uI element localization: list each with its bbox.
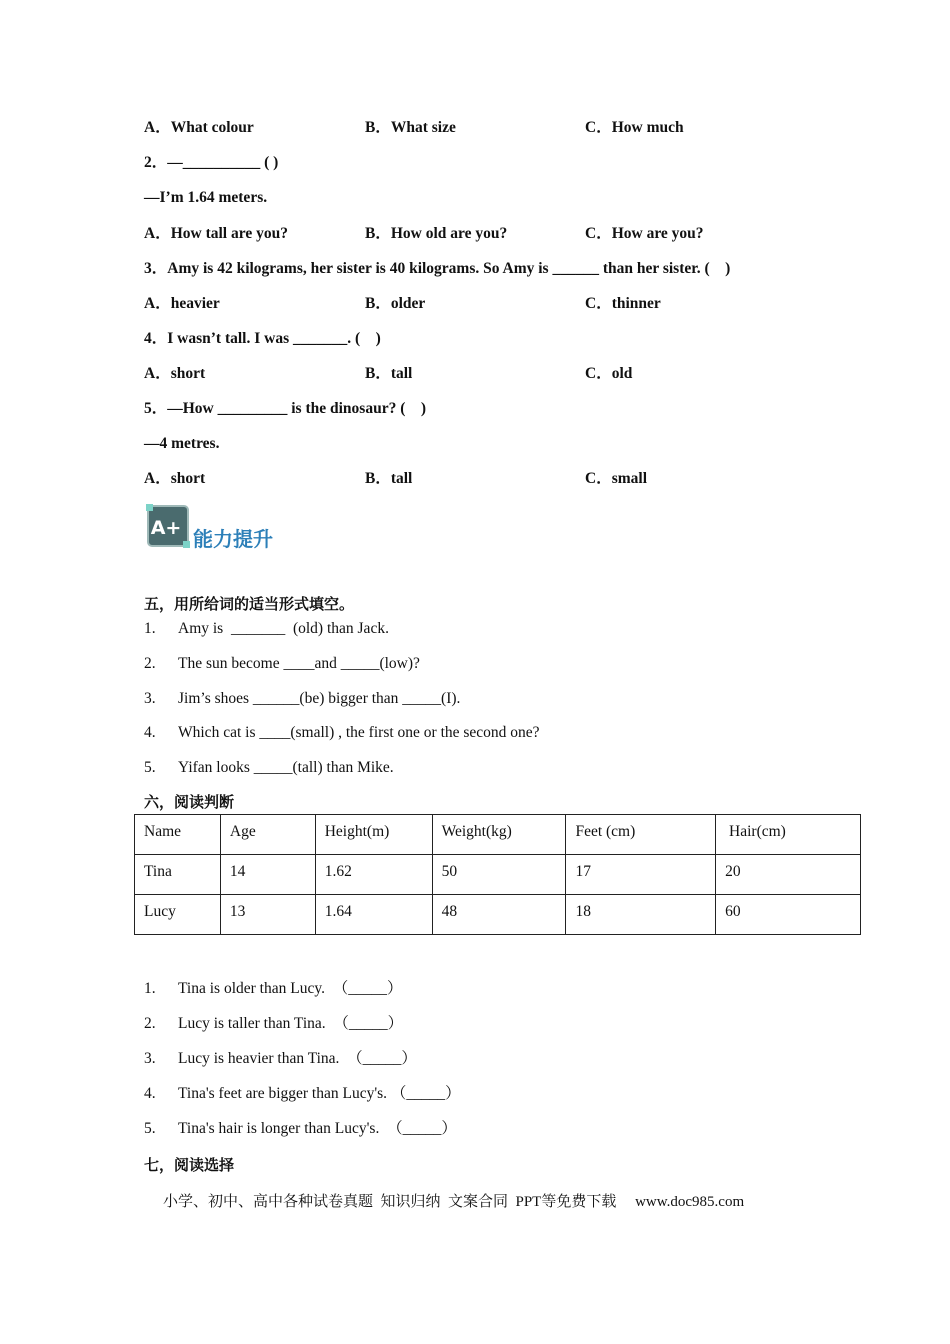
table-cell: 60 [716, 895, 861, 935]
q4-stem: 4．I wasn’t tall. I was _______. ( ) [144, 330, 381, 347]
q5-stem: 5．—How _________ is the dinosaur? ( ) [144, 400, 427, 417]
s5-item-3-text: Jim’s shoes ______(be) bigger than _____(I). [178, 690, 461, 707]
q1-option-b: B．What size [365, 119, 456, 136]
table-cell: 48 [432, 895, 566, 935]
q5-option-a: A．short [144, 470, 206, 487]
s5-item-4-text: Which cat is ____(small) , the first one or the second one? [178, 724, 540, 741]
table-cell: 13 [220, 895, 315, 935]
table-cell: 50 [432, 855, 566, 895]
table-cell: 20 [716, 855, 861, 895]
s6-item-1-text: Tina is older than Lucy. （_____） [178, 980, 403, 997]
s5-item-1-text: Amy is _______ (old) than Jack. [178, 620, 389, 637]
section6-title: 六，阅读判断 [144, 793, 235, 811]
s5-item-5-num: 5. [144, 759, 156, 776]
ability-badge-icon [146, 504, 190, 548]
section5-title: 五，用所给词的适当形式填空。 [144, 595, 355, 613]
s6-item-4-num: 4. [144, 1085, 156, 1102]
table-cell: Tina [135, 855, 221, 895]
q4-option-a: A．short [144, 365, 206, 382]
table-cell: Lucy [135, 895, 221, 935]
q2-option-c: C．How are you? [585, 225, 704, 242]
q2-option-b: B．How old are you? [365, 225, 508, 242]
s5-item-2-text: The sun become ____and _____(low)? [178, 655, 420, 672]
table-header-cell: Height(m) [315, 815, 432, 855]
q3-option-a: A．heavier [144, 295, 220, 312]
table-cell: 14 [220, 855, 315, 895]
table-header-cell: Name [135, 815, 221, 855]
info-table [134, 814, 861, 935]
s5-item-2-num: 2. [144, 655, 156, 672]
s6-item-3-text: Lucy is heavier than Tina. （_____） [178, 1050, 417, 1067]
table-row [135, 895, 861, 935]
table-header-cell: Weight(kg) [432, 815, 566, 855]
table-cell: 17 [566, 855, 716, 895]
table-header-cell: Age [220, 815, 315, 855]
table-header-cell: Hair(cm) [716, 815, 861, 855]
table-cell: 18 [566, 895, 716, 935]
q1-option-a: A．What colour [144, 119, 254, 136]
q2-option-a: A．How tall are you? [144, 225, 288, 242]
q3-option-b: B．older [365, 295, 426, 312]
badge-letter: A+ [150, 517, 182, 539]
q5-answer-line: —4 metres. [144, 435, 220, 452]
q4-option-b: B．tall [365, 365, 413, 382]
page-footer: 小学、初中、高中各种试卷真题 知识归纳 文案合同 PPT等免费下载 www.doc985.com [163, 1194, 745, 1210]
q3-stem: 3．Amy is 42 kilograms, her sister is 40 kilograms. So Amy is ______ than her sister. ( ) [144, 260, 731, 277]
s6-item-4-text: Tina's feet are bigger than Lucy's. （_____） [178, 1085, 461, 1102]
q1-option-c: C．How much [585, 119, 684, 136]
s5-item-4-num: 4. [144, 724, 156, 741]
table-cell: 1.62 [315, 855, 432, 895]
s5-item-5-text: Yifan looks _____(tall) than Mike. [178, 759, 394, 776]
table-row [135, 855, 861, 895]
s6-item-5-num: 5. [144, 1120, 156, 1137]
table-cell: 1.64 [315, 895, 432, 935]
table-header-row [135, 815, 861, 855]
s6-item-2-num: 2. [144, 1015, 156, 1032]
section-badge-title: 能力提升 [193, 527, 273, 551]
s5-item-1-num: 1. [144, 620, 156, 637]
section7-title: 七，阅读选择 [144, 1156, 235, 1174]
table-header-cell: Feet (cm) [566, 815, 716, 855]
q3-option-c: C．thinner [585, 295, 661, 312]
q2-stem: 2．—__________ ( ) [144, 154, 279, 171]
q5-option-b: B．tall [365, 470, 413, 487]
q2-answer-line: —I’m 1.64 meters. [144, 189, 268, 206]
s5-item-3-num: 3. [144, 690, 156, 707]
s6-item-2-text: Lucy is taller than Tina. （_____） [178, 1015, 404, 1032]
s6-item-3-num: 3. [144, 1050, 156, 1067]
s6-item-5-text: Tina's hair is longer than Lucy's. （_____） [178, 1120, 457, 1137]
q5-option-c: C．small [585, 470, 648, 487]
s6-item-1-num: 1. [144, 980, 156, 997]
q4-option-c: C．old [585, 365, 633, 382]
